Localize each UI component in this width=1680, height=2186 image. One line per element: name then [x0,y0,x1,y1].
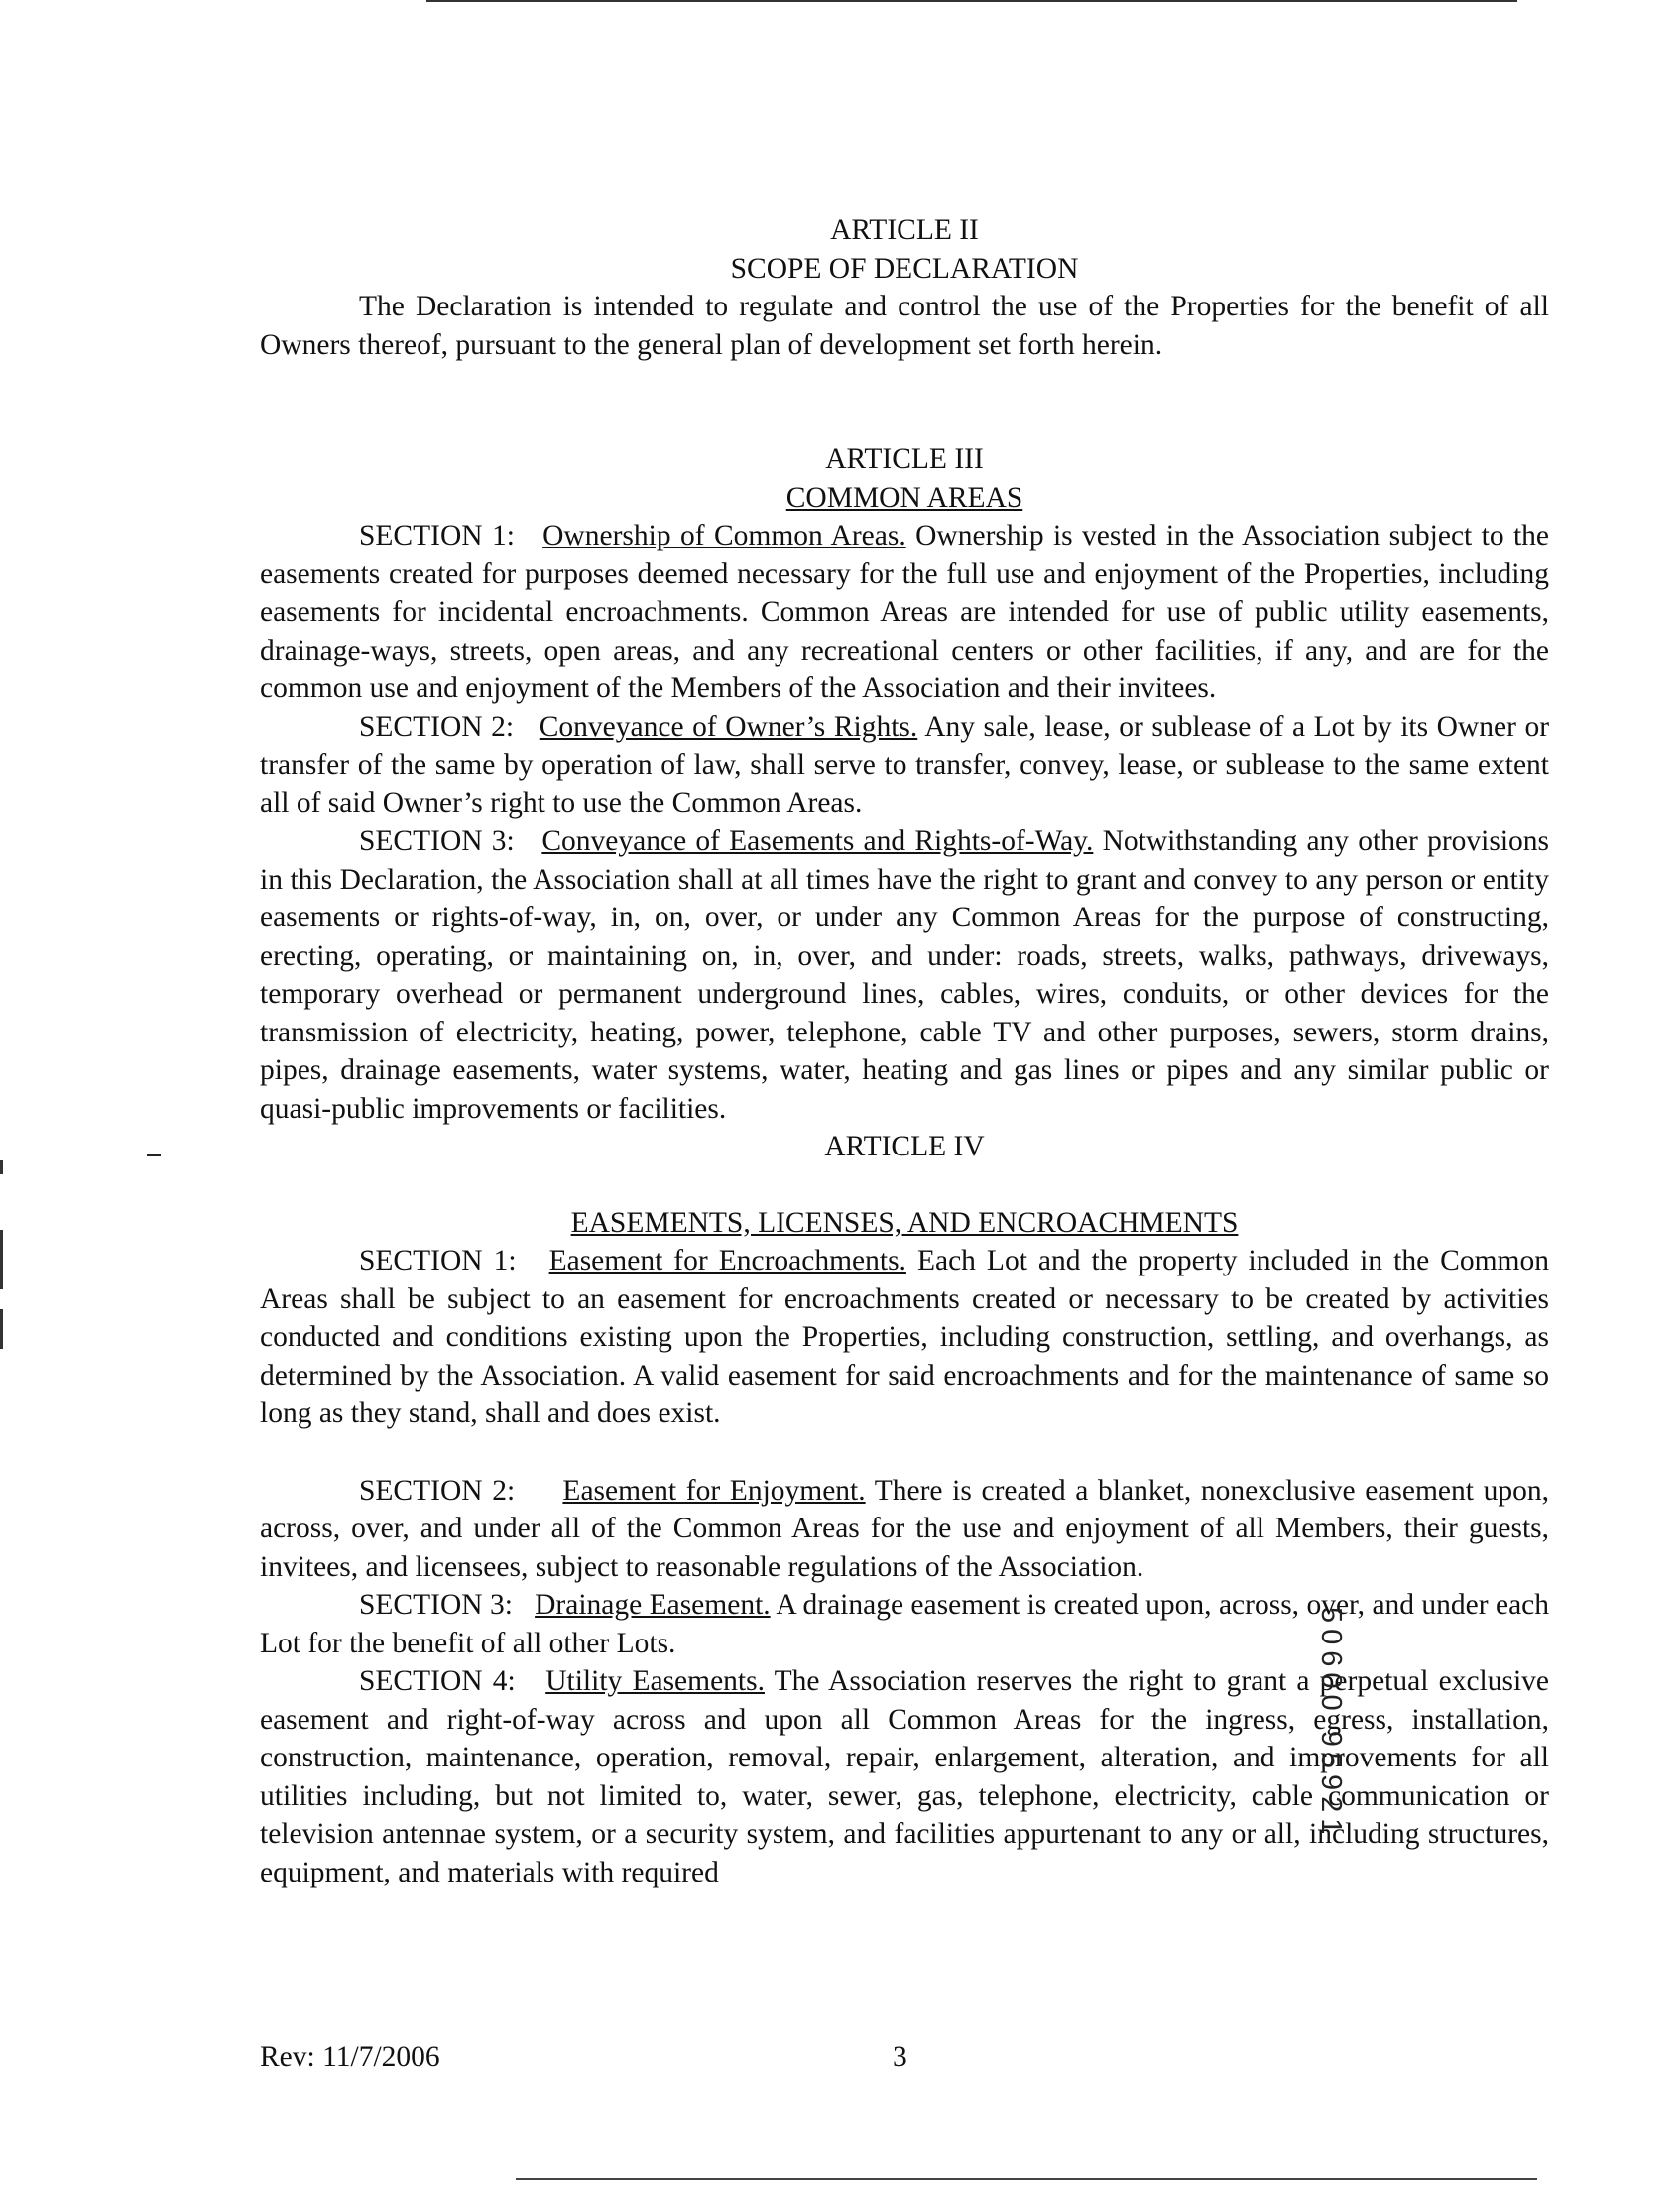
section-heading: Easement for Enjoyment. [562,1474,866,1507]
section-text: A drainage easement is created upon, across, over, and under each Lot for the benefit of all other Lots. [260,1589,1550,1659]
section-heading: Conveyance of Owner’s Rights. [539,710,918,743]
article-3-title: ARTICLE III [825,443,984,475]
section-label: SECTION 2: [359,710,515,743]
section-label: SECTION 1: [359,1245,517,1276]
section-label: SECTION 1: [359,520,515,551]
article-3-section-1 [260,517,1549,708]
section-label: SECTION 3: [359,1589,513,1621]
section-text: The Association reserves the right to grant a perpetual exclusive easement and right-of-way across and upon all Common Areas for the ingress, egress, installation, construction, maintenance, operation, removal, repair, enlargement, alteration, and improvements for all utilities including, but not limited to, water, sewer, gas, telephone, electricity, cable communication or television antennae system, or a security system, and facilities appurtenant to any or all, including structures, equipment, and materials with required [260,1665,1550,1888]
section-label: SECTION 3: [359,825,515,857]
left-margin-mark [0,1309,3,1349]
article-4-section-3 [260,1586,1549,1662]
article-4-subtitle: EASEMENTS, LICENSES, AND ENCROACHMENTS [570,1206,1239,1239]
margin-dash [147,1154,161,1156]
revision-date: Rev: 11/7/2006 [260,2041,440,2073]
section-label: SECTION 4: [359,1665,516,1697]
article-2-subtitle: SCOPE OF DECLARATION [730,252,1079,285]
bottom-scan-edge [516,2178,1537,2180]
section-text: Each Lot and the property included in the Common Areas shall be subject to an easement for encroachments created or necessary to be created by activities conducted and conditions existing upon the Properties, including construction, settling, and overhangs, as determined by the Association. A valid easement for said encroachments and for the maintenance of same so long as they stand, shall and does exist. [260,1245,1549,1429]
article-4-section-4 [260,1662,1549,1891]
article-2-title: ARTICLE II [830,214,979,246]
top-scan-edge [426,0,1517,2]
section-heading: Conveyance of Easements and Rights-of-Way. [541,825,1094,857]
section-text: Any sale, lease, or sublease of a Lot by its Owner or transfer of the same by operation of law, shall serve to transfer, convey, lease, or sublease to the same extent all of said Owner’s right to use the Common Areas. [260,710,1550,819]
left-margin-mark [0,1230,3,1289]
left-margin-mark [0,1160,3,1174]
section-text: Notwithstanding any other provisions in this Declaration, the Association shall at all times have the right to grant and convey to any person or entity easements or rights-of-way, in, on, over, or under any Common Areas for the purpose of constructing, erecting, operating, or maintaining on, in, over, and under: roads, streets, walks, pathways, driveways, temporary overhead or permanent underground lines, cables, wires, conduits, or other devices for the transmission of electricity, heating, power, telephone, cable TV and other purposes, sewers, storm drains, pipes, drainage easements, water systems, water, heating and gas lines or pipes and any similar public or quasi-public improvements or facilities. [260,825,1550,1125]
article-3-section-2 [260,708,1549,823]
article-4-title: ARTICLE IV [824,1131,985,1162]
article-4-section-2 [260,1472,1549,1587]
section-label: SECTION 2: [359,1474,516,1507]
article-3-section-3 [260,822,1549,1128]
document-stamp-number: 50600 95921 [1315,1607,1347,1841]
section-heading: Easement for Encroachments. [548,1245,906,1276]
section-heading: Ownership of Common Areas. [542,520,906,551]
section-heading: Drainage Easement. [535,1589,771,1621]
page-number: 3 [893,2041,907,2073]
article-3-subtitle: COMMON AREAS [785,481,1023,514]
section-text: Ownership is vested in the Association subject to the easements created for purposes deemed necessary for the full use and enjoyment of the Properties, including easements for incidental encroachments. Common Areas are intended for use of public utility easements, drainage-ways, streets, open areas, and any recreational centers or other facilities, if any, and are for the common use and enjoyment of the Members of the Association and their invitees. [260,520,1550,704]
section-heading: Utility Easements. [545,1665,765,1697]
article-2-paragraph: The Declaration is intended to regulate and control the use of the Properties for the benefit of all Owners thereof, pursuant to the general plan of development set forth herein. [260,291,1549,361]
document-body [260,211,1549,1891]
section-text: There is created a blanket, nonexclusive easement upon, across, over, and under all of the Common Areas for the use and enjoyment of all Members, their guests, invitees, and licensees, subject to reasonable regulations of the Association. [260,1474,1549,1583]
article-4-section-1 [260,1242,1549,1433]
